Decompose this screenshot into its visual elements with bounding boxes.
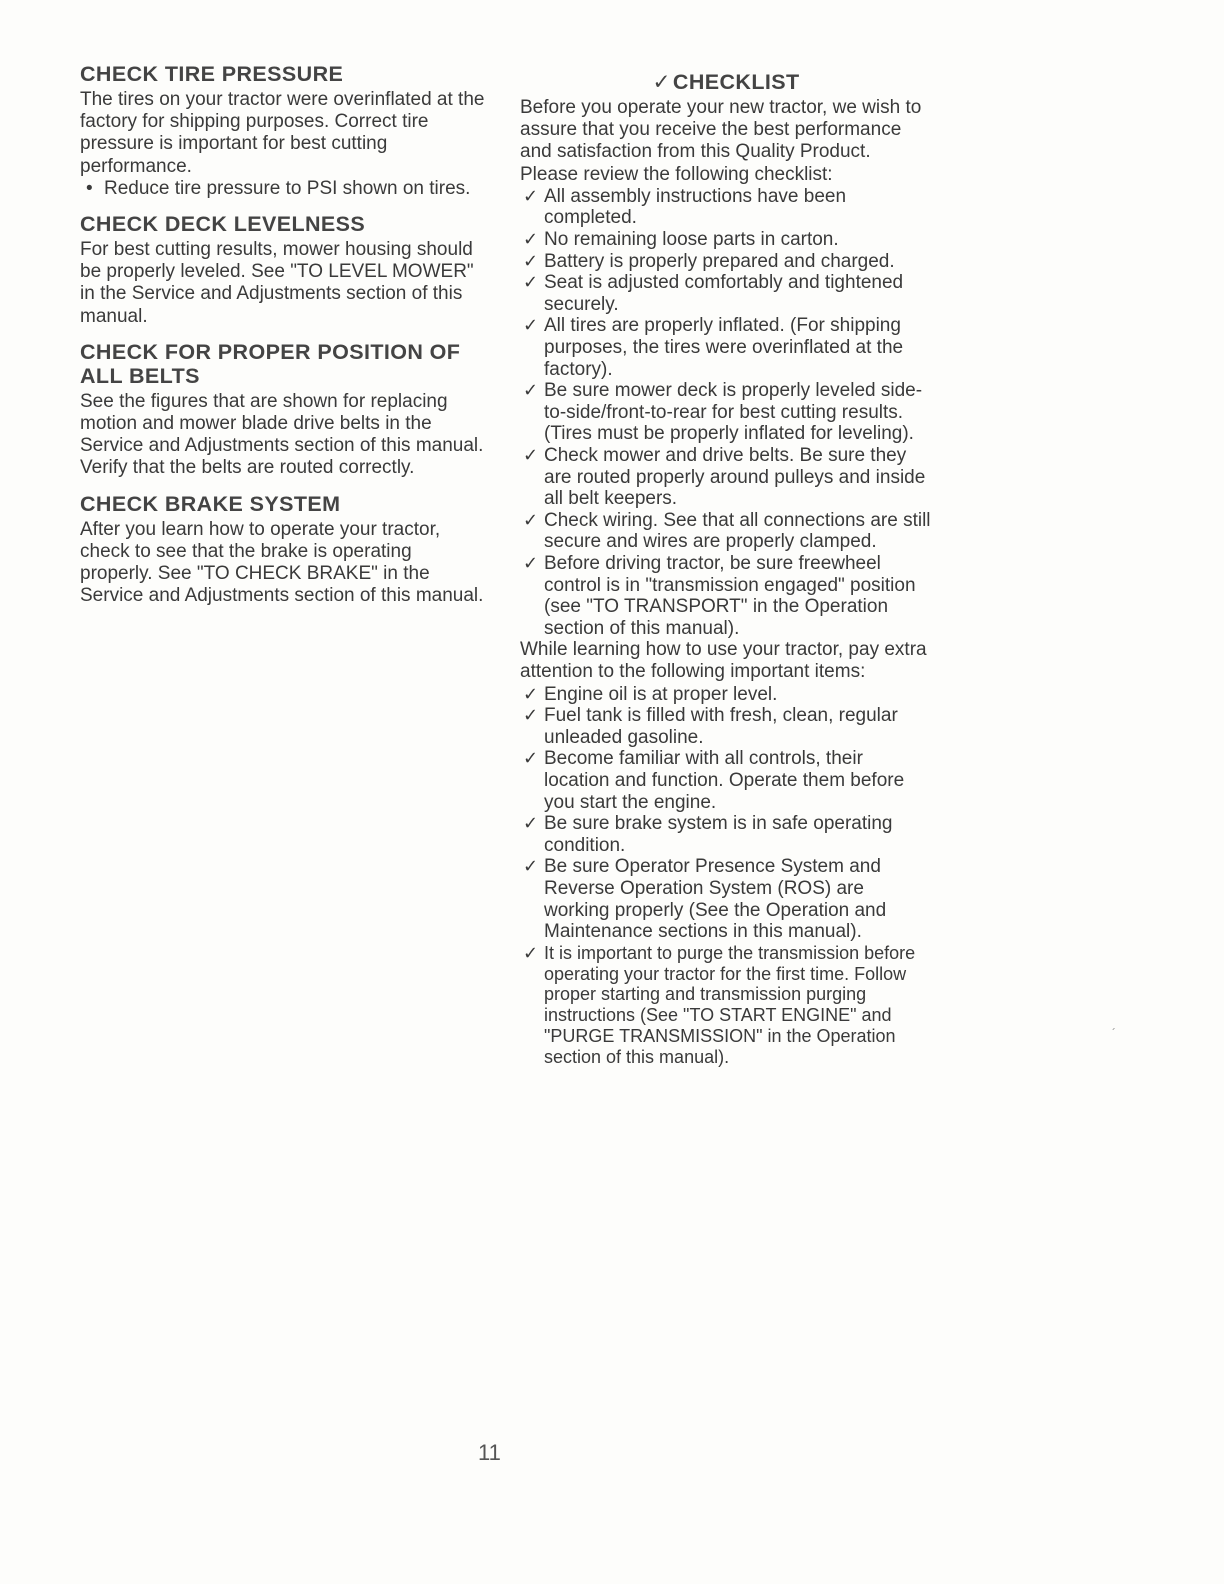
- list-item: [520, 380, 932, 445]
- checklist-item-text: No remaining loose parts in carton.: [544, 229, 839, 250]
- checkmark-icon: ✓: [523, 509, 539, 530]
- checkmark-icon: ✓: [523, 444, 539, 465]
- belts-text: See the figures that are shown for replacing motion and mower blade drive belts in the Service and Adjustments section of this manual. Verify that the belts are routed correctly.: [80, 390, 484, 479]
- list-item: [520, 856, 932, 942]
- checklist-review-text: Please review the following checklist:: [520, 163, 833, 185]
- checklist-item-text: Be sure Operator Presence System and Reverse Operation System (ROS) are working properly (See the Operation and Maintenance sections in this manual).: [544, 856, 887, 943]
- checkmark-icon: ✓: [523, 272, 539, 293]
- deck-levelness-text: For best cutting results, mower housing should be properly leveled. See "TO LEVEL MOWER" in the Service and Adjustments section of this manual.: [80, 239, 474, 327]
- checklist-item-text: Seat is adjusted comfortably and tightened securely.: [544, 272, 904, 315]
- list-item: [520, 315, 932, 380]
- checklist-items: [520, 186, 932, 639]
- bullet-text: Reduce tire pressure to PSI shown on tires.: [104, 177, 471, 199]
- list-item: [80, 178, 488, 200]
- checkmark-icon: ✓: [523, 705, 539, 726]
- checklist-item-text: Fuel tank is filled with fresh, clean, regular unleaded gasoline.: [544, 705, 898, 748]
- bullet-icon: •: [86, 177, 93, 199]
- checklist-item-text: It is important to purge the transmission before operating your tractor for the first time. Follow proper starting and transmission purging instructions (See "TO START ENGINE" and "PURGE TRANSMISSION" in the Operation section of this manual).: [544, 942, 916, 1067]
- checklist-item-text: All tires are properly inflated. (For shipping purposes, the tires were overinflated at the factory).: [544, 315, 904, 380]
- checklist-item-text: Before driving tractor, be sure freewheel control is in "transmission engaged" position (see "TO TRANSPORT" in the Operation section of this manual).: [544, 552, 916, 639]
- list-item: [520, 684, 932, 706]
- checkmark-icon: ✓: [523, 748, 539, 769]
- checkmark-icon: ✓: [652, 70, 671, 94]
- list-item: [520, 748, 932, 813]
- checklist-intro: Before you operate your new tractor, we wish to assure that you receive the best performance and satisfaction from this Quality Product.: [520, 97, 922, 163]
- list-item: [520, 272, 932, 315]
- checklist-item-text: All assembly instructions have been completed.: [544, 185, 847, 229]
- checklist-heading: [520, 70, 932, 94]
- tire-pressure-heading: CHECK TIRE PRESSURE: [80, 62, 344, 86]
- checklist-item-text: Check mower and drive belts. Be sure they are routed properly around pulleys and inside all belt keepers.: [544, 444, 926, 510]
- checkmark-icon: ✓: [523, 185, 539, 206]
- checkmark-icon: ✓: [523, 813, 539, 834]
- checklist-title-text: CHECKLIST: [672, 70, 800, 94]
- purge-item-list: [520, 943, 932, 1068]
- checkmark-icon: ✓: [523, 552, 539, 573]
- checklist-item-text: Become familiar with all controls, their location and function. Operate them before you start the engine.: [544, 748, 905, 813]
- checkmark-icon: ✓: [523, 315, 539, 336]
- checklist-item-text: Be sure mower deck is properly leveled side-to-side/front-to-rear for best cutting results. (Tires must be properly inflated for leveling).: [544, 380, 923, 445]
- checkmark-icon: ✓: [523, 250, 539, 271]
- checklist-item-text: Battery is properly prepared and charged.: [544, 250, 895, 272]
- list-item: [520, 510, 932, 553]
- brake-section: [80, 492, 488, 608]
- list-item: [520, 813, 932, 856]
- checklist-item-text: Engine oil is at proper level.: [544, 683, 778, 705]
- tire-pressure-text: The tires on your tractor were overinflated at the factory for shipping purposes. Correct tire pressure is important for best cutting performance.: [80, 89, 485, 177]
- belts-heading: CHECK FOR PROPER POSITION OF ALL BELTS: [80, 339, 461, 388]
- checkmark-icon: ✓: [523, 380, 539, 401]
- checklist-item-text: Be sure brake system is in safe operating condition.: [544, 813, 893, 856]
- brake-text: After you learn how to operate your tractor, check to see that the brake is operating properly. See "TO CHECK BRAKE" in the Service and Adjustments section of this manual.: [80, 518, 484, 607]
- list-item: [520, 445, 932, 510]
- page-number: 11: [478, 1440, 501, 1465]
- list-item: [520, 251, 932, 273]
- list-item: [520, 186, 932, 229]
- stray-mark-icon: ´: [1112, 1026, 1116, 1040]
- list-item: [520, 705, 932, 748]
- tire-pressure-bullets: [80, 178, 488, 200]
- deck-levelness-heading: CHECK DECK LEVELNESS: [80, 212, 366, 237]
- checklist-item-text: Check wiring. See that all connections are still secure and wires are properly clamped.: [544, 509, 931, 553]
- list-item: [520, 943, 932, 1068]
- checkmark-icon: ✓: [523, 683, 539, 704]
- brake-heading: CHECK BRAKE SYSTEM: [80, 491, 341, 516]
- checkmark-icon: ✓: [523, 856, 539, 877]
- list-item: [520, 553, 932, 639]
- checkmark-icon: ✓: [523, 942, 539, 963]
- right-column: [520, 62, 932, 1068]
- deck-levelness-section: [80, 212, 488, 328]
- left-column: [80, 62, 488, 615]
- checkmark-icon: ✓: [523, 229, 539, 249]
- list-item: [520, 229, 932, 251]
- important-items: [520, 684, 932, 943]
- tire-pressure-section: [80, 62, 488, 200]
- while-learning-text: While learning how to use your tractor, pay extra attention to the following important items:: [520, 639, 927, 683]
- belts-section: [80, 340, 488, 480]
